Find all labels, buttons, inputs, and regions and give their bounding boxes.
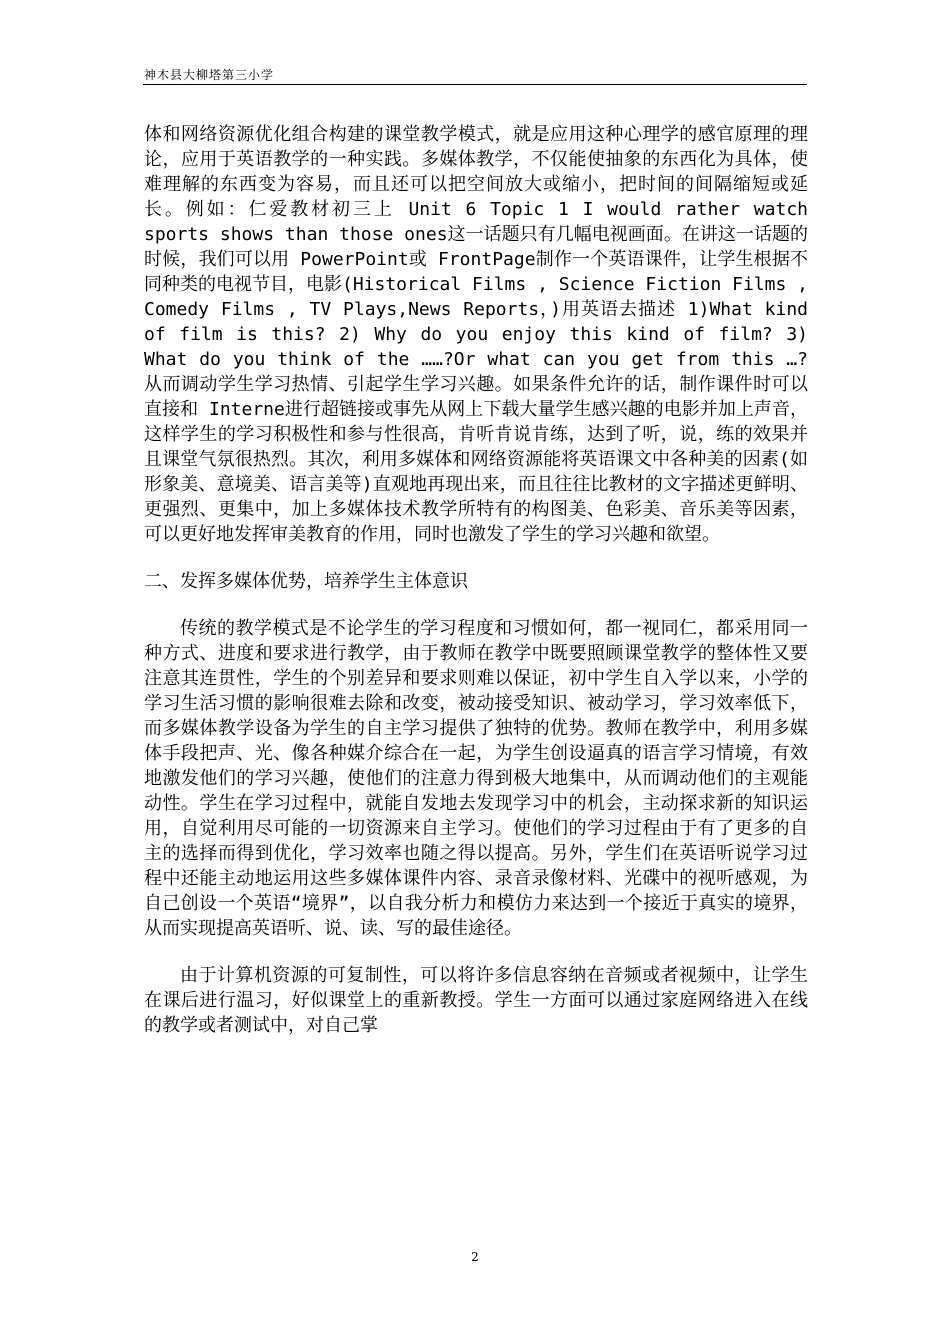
document-body bbox=[144, 122, 808, 1038]
paragraph-gap bbox=[144, 941, 808, 963]
paragraph: 由于计算机资源的可复制性，可以将许多信息容纳在音频或者视频中，让学生在课后进行温习，好似课堂上的重新教授。学生一方面可以通过家庭网络进入在线的教学或者测试中，对自己掌 bbox=[144, 965, 808, 1036]
paragraph-gap bbox=[144, 547, 808, 569]
paragraph-continued: 体和网络资源优化组合构建的课堂教学模式，就是应用这种心理学的感官原理的理论，应用于英语教学的一种实践。多媒体教学，不仅能使抽象的东西化为具体，使难理解的东西变为容易，而且还可以把空间放大或缩小，把时间的间隔缩短或延长。例如：仁爱教材初三上 Unit 6 Topic 1 I would rather watch sports shows than those ones这一话题只有几幅电视画面。在讲这一话题的时候，我们可以用 PowerPoint或 FrontPage制作一个英语课件，让学生根据不同种类的电视节目，电影(Historical Films , Science Fiction Films , Comedy Films , TV Plays,News Reports，)用英语去描述 1)What kind of film is this? 2) Why do you enjoy this kind of film? 3) What do you think of the ……?Or what can you get from this …?从而调动学生学习热情、引起学生学习兴趣。如果条件允许的话，制作课件时可以直接和 Interne进行超链接或事先从网上下载大量学生感兴趣的电影并加上声音，这样学生的学习积极性和参与性很高，肯听肯说肯练，达到了听，说，练的效果并且课堂气氛很热烈。其次，利用多媒体和网络资源能将英语课文中各种美的因素(如形象美、意境美、语言美等)直观地再现出来，而且往往比教材的文字描述更鲜明、更强烈、更集中，加上多媒体技术教学所特有的构图美、色彩美、音乐美等因素，可以更好地发挥审美教育的作用，同时也激发了学生的学习兴趣和欲望。 bbox=[144, 124, 808, 545]
paragraph-gap bbox=[144, 594, 808, 616]
header-divider bbox=[143, 84, 807, 85]
running-header: 神木县大柳塔第三小学 bbox=[144, 68, 275, 82]
section-heading: 二、发挥多媒体优势，培养学生主体意识 bbox=[144, 571, 468, 592]
page-number: 2 bbox=[471, 1250, 479, 1264]
paragraph: 传统的教学模式是不论学生的学习程度和习惯如何，都一视同仁，都采用同一种方式、进度和要求进行教学，由于教师在教学中既要照顾课堂教学的整体性又要注意其连贯性，学生的个别差异和要求则难以保证，初中学生自入学以来，小学的学习生活习惯的影响很难去除和改变，被动接受知识、被动学习，学习效率低下，而多媒体教学设备为学生的自主学习提供了独特的优势。教师在教学中，利用多媒体手段把声、光、像各种媒介综合在一起，为学生创设逼真的语言学习情境，有效地激发他们的学习兴趣，使他们的注意力得到极大地集中，从而调动他们的主观能动性。学生在学习过程中，就能自发地去发现学习中的机会，主动探求新的知识运用，自觉利用尽可能的一切资源来自主学习。使他们的学习过程由于有了更多的自主的选择而得到优化，学习效率也随之得以提高。另外，学生们在英语听说学习过程中还能主动地运用这些多媒体课件内容、录音录像材料、光碟中的视听感观，为自己创设一个英语“境界”，以自我分析力和模仿力来达到一个接近于真实的境界，从而实现提高英语听、说、读、写的最佳途径。 bbox=[144, 618, 808, 939]
